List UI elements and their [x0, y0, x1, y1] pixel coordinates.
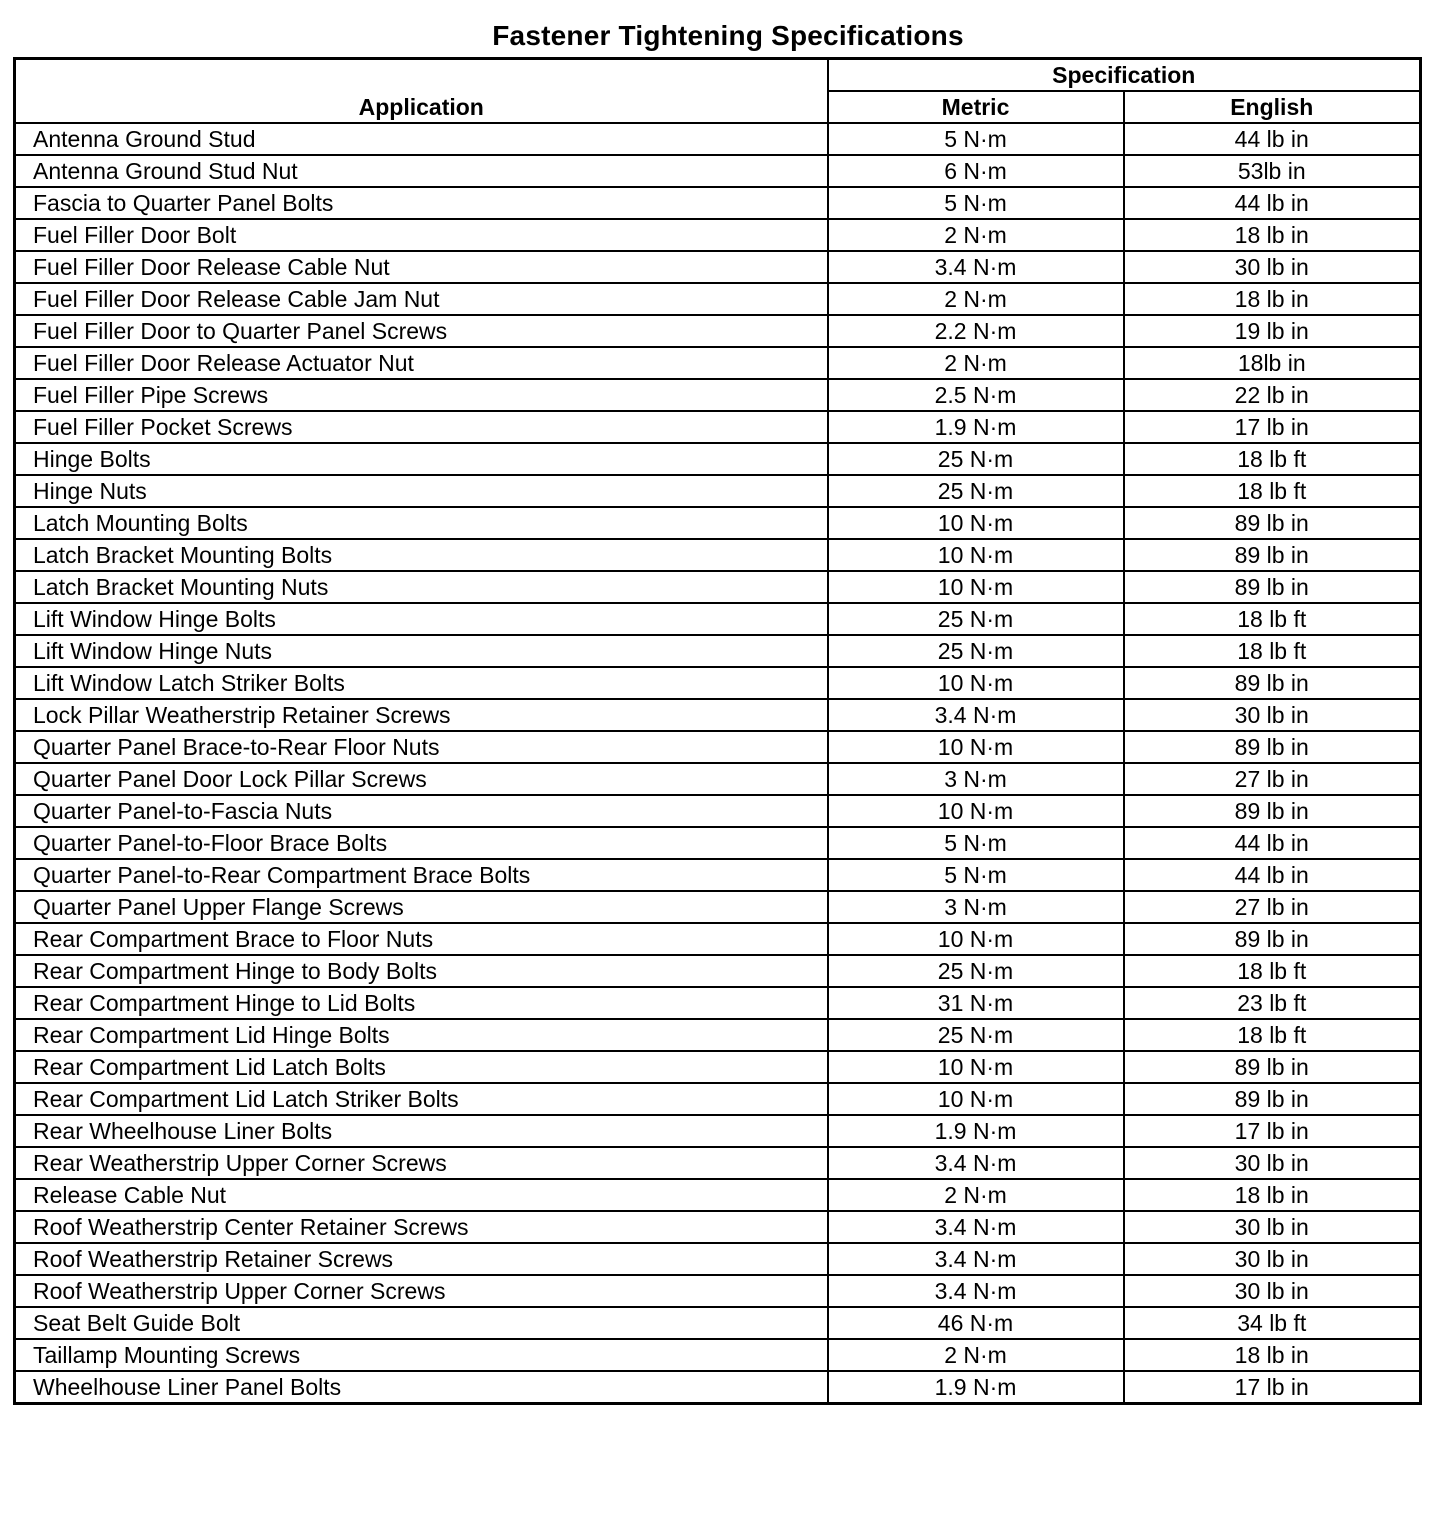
english-value-cell: 19 lb in [1124, 315, 1421, 347]
table-row [15, 1371, 1421, 1404]
metric-value-cell: 25 N·m [828, 955, 1124, 987]
table-row [15, 635, 1421, 667]
metric-value-cell: 46 N·m [828, 1307, 1124, 1339]
table-row [15, 987, 1421, 1019]
table-row [15, 123, 1421, 155]
application-cell: Fuel Filler Pipe Screws [15, 379, 828, 411]
application-cell: Fascia to Quarter Panel Bolts [15, 187, 828, 219]
english-value-cell: 30 lb in [1124, 1243, 1421, 1275]
english-value-cell: 89 lb in [1124, 571, 1421, 603]
table-row [15, 571, 1421, 603]
table-row [15, 731, 1421, 763]
english-value-cell: 34 lb ft [1124, 1307, 1421, 1339]
table-row [15, 795, 1421, 827]
english-value-cell: 18 lb in [1124, 283, 1421, 315]
english-value-cell: 18 lb in [1124, 1339, 1421, 1371]
metric-value-cell: 25 N·m [828, 635, 1124, 667]
metric-value-cell: 2.5 N·m [828, 379, 1124, 411]
english-value-cell: 89 lb in [1124, 539, 1421, 571]
english-value-cell: 89 lb in [1124, 1083, 1421, 1115]
application-cell: Quarter Panel-to-Floor Brace Bolts [15, 827, 828, 859]
metric-value-cell: 10 N·m [828, 667, 1124, 699]
application-cell: Rear Compartment Lid Latch Bolts [15, 1051, 828, 1083]
table-row [15, 1307, 1421, 1339]
table-row [15, 219, 1421, 251]
table-row [15, 475, 1421, 507]
table-row [15, 1115, 1421, 1147]
application-cell: Roof Weatherstrip Center Retainer Screws [15, 1211, 828, 1243]
english-value-cell: 27 lb in [1124, 763, 1421, 795]
english-value-cell: 23 lb ft [1124, 987, 1421, 1019]
english-value-cell: 44 lb in [1124, 827, 1421, 859]
metric-value-cell: 10 N·m [828, 1051, 1124, 1083]
application-cell: Rear Compartment Lid Hinge Bolts [15, 1019, 828, 1051]
table-row [15, 155, 1421, 187]
metric-value-cell: 3.4 N·m [828, 1147, 1124, 1179]
english-value-cell: 44 lb in [1124, 859, 1421, 891]
table-row [15, 507, 1421, 539]
metric-value-cell: 3.4 N·m [828, 1211, 1124, 1243]
metric-value-cell: 5 N·m [828, 827, 1124, 859]
english-value-cell: 89 lb in [1124, 923, 1421, 955]
metric-value-cell: 1.9 N·m [828, 1115, 1124, 1147]
application-cell: Rear Compartment Brace to Floor Nuts [15, 923, 828, 955]
english-value-cell: 18 lb ft [1124, 635, 1421, 667]
application-cell: Roof Weatherstrip Retainer Screws [15, 1243, 828, 1275]
application-cell: Lift Window Latch Striker Bolts [15, 667, 828, 699]
english-value-cell: 17 lb in [1124, 411, 1421, 443]
page-title: Fastener Tightening Specifications [492, 20, 964, 51]
english-value-cell: 89 lb in [1124, 731, 1421, 763]
metric-value-cell: 10 N·m [828, 731, 1124, 763]
application-cell: Rear Compartment Hinge to Lid Bolts [15, 987, 828, 1019]
english-value-cell: 18 lb ft [1124, 955, 1421, 987]
table-row [15, 827, 1421, 859]
metric-value-cell: 3.4 N·m [828, 251, 1124, 283]
table-row [15, 1019, 1421, 1051]
table-row [15, 283, 1421, 315]
application-cell: Fuel Filler Door Bolt [15, 219, 828, 251]
metric-value-cell: 2 N·m [828, 1179, 1124, 1211]
application-cell: Rear Weatherstrip Upper Corner Screws [15, 1147, 828, 1179]
application-cell: Rear Compartment Lid Latch Striker Bolts [15, 1083, 828, 1115]
table-row [15, 1275, 1421, 1307]
application-cell: Antenna Ground Stud [15, 123, 828, 155]
application-cell: Lift Window Hinge Bolts [15, 603, 828, 635]
metric-value-cell: 3 N·m [828, 763, 1124, 795]
metric-value-cell: 25 N·m [828, 443, 1124, 475]
english-value-cell: 30 lb in [1124, 1275, 1421, 1307]
column-header-application: Application [15, 59, 828, 124]
metric-value-cell: 1.9 N·m [828, 1371, 1124, 1404]
table-body [15, 123, 1421, 1404]
metric-value-cell: 10 N·m [828, 1083, 1124, 1115]
table-row [15, 1051, 1421, 1083]
metric-value-cell: 2 N·m [828, 1339, 1124, 1371]
table-row [15, 443, 1421, 475]
metric-value-cell: 2 N·m [828, 347, 1124, 379]
english-value-cell: 30 lb in [1124, 251, 1421, 283]
table-row [15, 539, 1421, 571]
metric-value-cell: 10 N·m [828, 795, 1124, 827]
application-cell: Latch Bracket Mounting Nuts [15, 571, 828, 603]
english-value-cell: 22 lb in [1124, 379, 1421, 411]
application-cell: Fuel Filler Door Release Cable Jam Nut [15, 283, 828, 315]
application-cell: Wheelhouse Liner Panel Bolts [15, 1371, 828, 1404]
metric-value-cell: 3.4 N·m [828, 1275, 1124, 1307]
application-cell: Quarter Panel-to-Rear Compartment Brace Bolts [15, 859, 828, 891]
application-cell: Seat Belt Guide Bolt [15, 1307, 828, 1339]
table-row [15, 251, 1421, 283]
application-cell: Fuel Filler Door to Quarter Panel Screws [15, 315, 828, 347]
column-header-metric: Metric [828, 91, 1124, 123]
english-value-cell: 18 lb in [1124, 219, 1421, 251]
metric-value-cell: 25 N·m [828, 603, 1124, 635]
column-header-specification: Specification [828, 59, 1421, 92]
metric-value-cell: 25 N·m [828, 475, 1124, 507]
english-value-cell: 89 lb in [1124, 1051, 1421, 1083]
application-cell: Hinge Nuts [15, 475, 828, 507]
table-row [15, 347, 1421, 379]
application-cell: Release Cable Nut [15, 1179, 828, 1211]
english-value-cell: 53lb in [1124, 155, 1421, 187]
english-value-cell: 18 lb ft [1124, 443, 1421, 475]
table-row [15, 1339, 1421, 1371]
table-row [15, 1179, 1421, 1211]
english-value-cell: 18 lb in [1124, 1179, 1421, 1211]
english-value-cell: 44 lb in [1124, 123, 1421, 155]
metric-value-cell: 5 N·m [828, 187, 1124, 219]
table-row [15, 1147, 1421, 1179]
english-value-cell: 30 lb in [1124, 1147, 1421, 1179]
english-value-cell: 18 lb ft [1124, 475, 1421, 507]
table-row [15, 891, 1421, 923]
application-cell: Taillamp Mounting Screws [15, 1339, 828, 1371]
table-row [15, 1243, 1421, 1275]
metric-value-cell: 1.9 N·m [828, 411, 1124, 443]
metric-value-cell: 2 N·m [828, 219, 1124, 251]
english-value-cell: 18lb in [1124, 347, 1421, 379]
table-row [15, 1211, 1421, 1243]
english-value-cell: 89 lb in [1124, 507, 1421, 539]
english-value-cell: 18 lb ft [1124, 1019, 1421, 1051]
metric-value-cell: 3.4 N·m [828, 1243, 1124, 1275]
table-row [15, 923, 1421, 955]
application-cell: Quarter Panel Upper Flange Screws [15, 891, 828, 923]
application-cell: Antenna Ground Stud Nut [15, 155, 828, 187]
application-cell: Latch Mounting Bolts [15, 507, 828, 539]
application-cell: Latch Bracket Mounting Bolts [15, 539, 828, 571]
english-value-cell: 30 lb in [1124, 1211, 1421, 1243]
application-cell: Quarter Panel-to-Fascia Nuts [15, 795, 828, 827]
table-row [15, 603, 1421, 635]
table-row [15, 1083, 1421, 1115]
english-value-cell: 44 lb in [1124, 187, 1421, 219]
english-value-cell: 27 lb in [1124, 891, 1421, 923]
metric-value-cell: 31 N·m [828, 987, 1124, 1019]
metric-value-cell: 10 N·m [828, 507, 1124, 539]
application-cell: Lock Pillar Weatherstrip Retainer Screws [15, 699, 828, 731]
application-cell: Quarter Panel Door Lock Pillar Screws [15, 763, 828, 795]
column-header-english: English [1124, 91, 1421, 123]
metric-value-cell: 2.2 N·m [828, 315, 1124, 347]
metric-value-cell: 6 N·m [828, 155, 1124, 187]
english-value-cell: 18 lb ft [1124, 603, 1421, 635]
table-row [15, 187, 1421, 219]
application-cell: Hinge Bolts [15, 443, 828, 475]
table-row [15, 315, 1421, 347]
table-row [15, 667, 1421, 699]
table-row [15, 859, 1421, 891]
table-row [15, 699, 1421, 731]
table-row [15, 955, 1421, 987]
header-row-top [15, 59, 1421, 92]
metric-value-cell: 3 N·m [828, 891, 1124, 923]
application-cell: Rear Wheelhouse Liner Bolts [15, 1115, 828, 1147]
metric-value-cell: 25 N·m [828, 1019, 1124, 1051]
metric-value-cell: 10 N·m [828, 539, 1124, 571]
specifications-table [13, 57, 1422, 1405]
english-value-cell: 17 lb in [1124, 1371, 1421, 1404]
english-value-cell: 17 lb in [1124, 1115, 1421, 1147]
metric-value-cell: 2 N·m [828, 283, 1124, 315]
table-row [15, 379, 1421, 411]
metric-value-cell: 10 N·m [828, 571, 1124, 603]
metric-value-cell: 10 N·m [828, 923, 1124, 955]
application-cell: Quarter Panel Brace-to-Rear Floor Nuts [15, 731, 828, 763]
application-cell: Rear Compartment Hinge to Body Bolts [15, 955, 828, 987]
table-header [15, 59, 1421, 124]
application-cell: Roof Weatherstrip Upper Corner Screws [15, 1275, 828, 1307]
table-row [15, 411, 1421, 443]
application-cell: Fuel Filler Pocket Screws [15, 411, 828, 443]
metric-value-cell: 3.4 N·m [828, 699, 1124, 731]
english-value-cell: 89 lb in [1124, 667, 1421, 699]
english-value-cell: 89 lb in [1124, 795, 1421, 827]
application-cell: Lift Window Hinge Nuts [15, 635, 828, 667]
application-cell: Fuel Filler Door Release Actuator Nut [15, 347, 828, 379]
table-row [15, 763, 1421, 795]
application-cell: Fuel Filler Door Release Cable Nut [15, 251, 828, 283]
english-value-cell: 30 lb in [1124, 699, 1421, 731]
metric-value-cell: 5 N·m [828, 859, 1124, 891]
metric-value-cell: 5 N·m [828, 123, 1124, 155]
